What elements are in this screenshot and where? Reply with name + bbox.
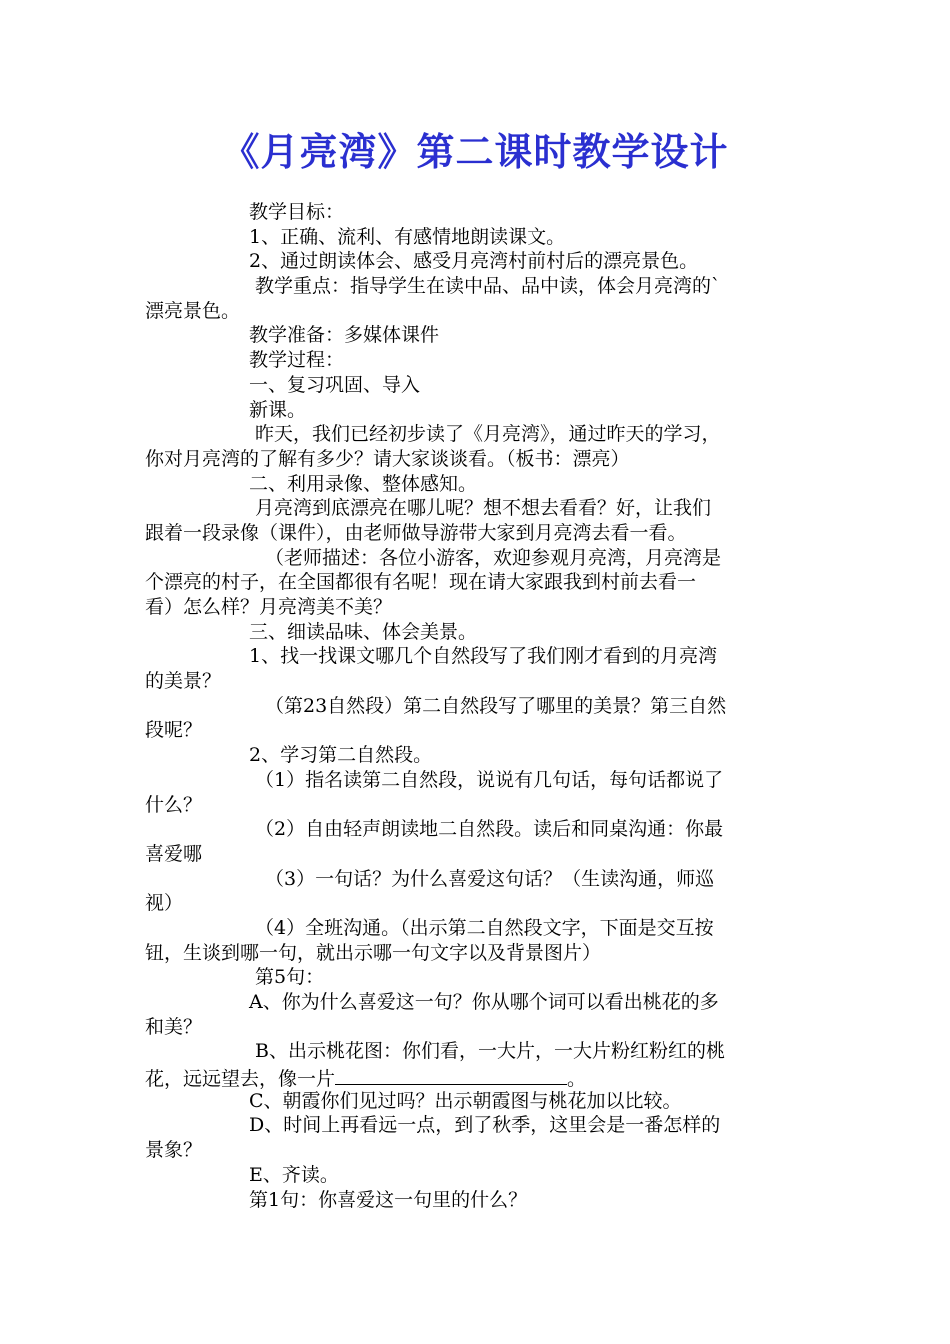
paragraph-ref-line-2: 段呢？ xyxy=(145,719,203,742)
item-a-line-2: 和美？ xyxy=(145,1015,203,1038)
document-body xyxy=(145,200,810,1212)
teacher-desc-line-1: （老师描述：各位小游客，欢迎参观月亮湾，月亮湾是 xyxy=(265,546,722,569)
section-1-heading: 一、复习巩固、导入 xyxy=(249,373,421,396)
key-point-line-2: 漂亮景色。 xyxy=(145,299,241,322)
step-1-line-2: 的美景？ xyxy=(145,670,222,693)
review-para-line-1: 昨天，我们已经初步读了《月亮湾》，通过昨天的学习， xyxy=(255,423,721,446)
item-b-end-mark: 。 xyxy=(567,1068,587,1089)
objective-1: 1、正确、流利、有感情地朗读课文。 xyxy=(249,225,566,248)
item-d-line-2: 景象？ xyxy=(145,1139,203,1162)
section-3-heading: 三、细读品味、体会美景。 xyxy=(249,620,478,643)
section-1-heading-cont: 新课。 xyxy=(249,398,307,421)
sub-2-line-1: （2）自由轻声朗读地二自然段。读后和同桌沟通：你最 xyxy=(255,818,724,841)
item-b-line-1: B、出示桃花图：你们看，一大片，一大片粉红粉红的桃 xyxy=(255,1040,725,1063)
fill-in-blank xyxy=(335,1064,567,1085)
video-para-line-2: 跟着一段录像（课件），由老师做导游带大家到月亮湾去看一看。 xyxy=(145,521,687,544)
sub-3-line-1: （3）一句话？为什么喜爱这句话？（生读沟通，师巡 xyxy=(265,867,715,890)
item-b-text: 花，远远望去，像一片 xyxy=(145,1068,336,1089)
teacher-desc-line-2: 个漂亮的村子，在全国都很有名呢！现在请大家跟我到村前去看一 xyxy=(145,571,697,594)
sub-1-line-1: （1）指名读第二自然段，说说有几句话，每句话都说了 xyxy=(255,768,724,791)
item-b-line-2 xyxy=(145,1064,810,1089)
sub-3-line-2: 视） xyxy=(145,892,184,915)
teacher-desc-line-3: 看）怎么样？月亮湾美不美？ xyxy=(145,596,393,618)
section-2-heading: 二、利用录像、整体感知。 xyxy=(249,472,478,495)
sub-4-line-2: 钮，生谈到哪一句，就出示哪一句文字以及背景图片） xyxy=(145,941,602,964)
key-point-line-1: 教学重点：指导学生在读中品、品中读，体会月亮湾的` xyxy=(255,275,721,298)
step-2-heading: 2、学习第二自然段。 xyxy=(249,744,433,767)
document-title: 《月亮湾》第二课时教学设计 xyxy=(221,130,729,174)
paragraph-ref-line-1: （第23自然段）第二自然段写了哪里的美景？第三自然 xyxy=(265,694,727,717)
item-a-line-1: A、你为什么喜爱这一句？你从哪个词可以看出桃花的多 xyxy=(249,991,719,1013)
review-para-line-2: 你对月亮湾的了解有多少？请大家谈谈看。（板书：漂亮） xyxy=(145,447,630,470)
sub-4-line-1: （4）全班沟通。（出示第二自然段文字，下面是交互按 xyxy=(255,916,714,939)
item-d-line-1: D、时间上再看远一点，到了秋季，这里会是一番怎样的 xyxy=(249,1114,721,1137)
sub-2-line-2: 喜爱哪 xyxy=(145,842,203,865)
step-1-line-1: 1、找一找课文哪几个自然段写了我们刚才看到的月亮湾 xyxy=(249,645,718,668)
item-e: E、齐读。 xyxy=(249,1163,339,1186)
preparation-line: 教学准备：多媒体课件 xyxy=(249,324,440,347)
sentence-5-heading: 第5句： xyxy=(255,966,325,989)
objectives-heading: 教学目标： xyxy=(249,201,345,223)
item-c: C、朝霞你们见过吗？出示朝霞图与桃花加以比较。 xyxy=(249,1089,682,1112)
sentence-1-line: 第1句：你喜爱这一句里的什么？ xyxy=(249,1188,528,1211)
objective-2: 2、通过朗读体会、感受月亮湾村前村后的漂亮景色。 xyxy=(249,250,699,273)
process-heading: 教学过程： xyxy=(249,349,345,372)
video-para-line-1: 月亮湾到底漂亮在哪儿呢？想不想去看看？好，让我们 xyxy=(255,497,712,520)
sub-1-line-2: 什么？ xyxy=(145,793,203,816)
